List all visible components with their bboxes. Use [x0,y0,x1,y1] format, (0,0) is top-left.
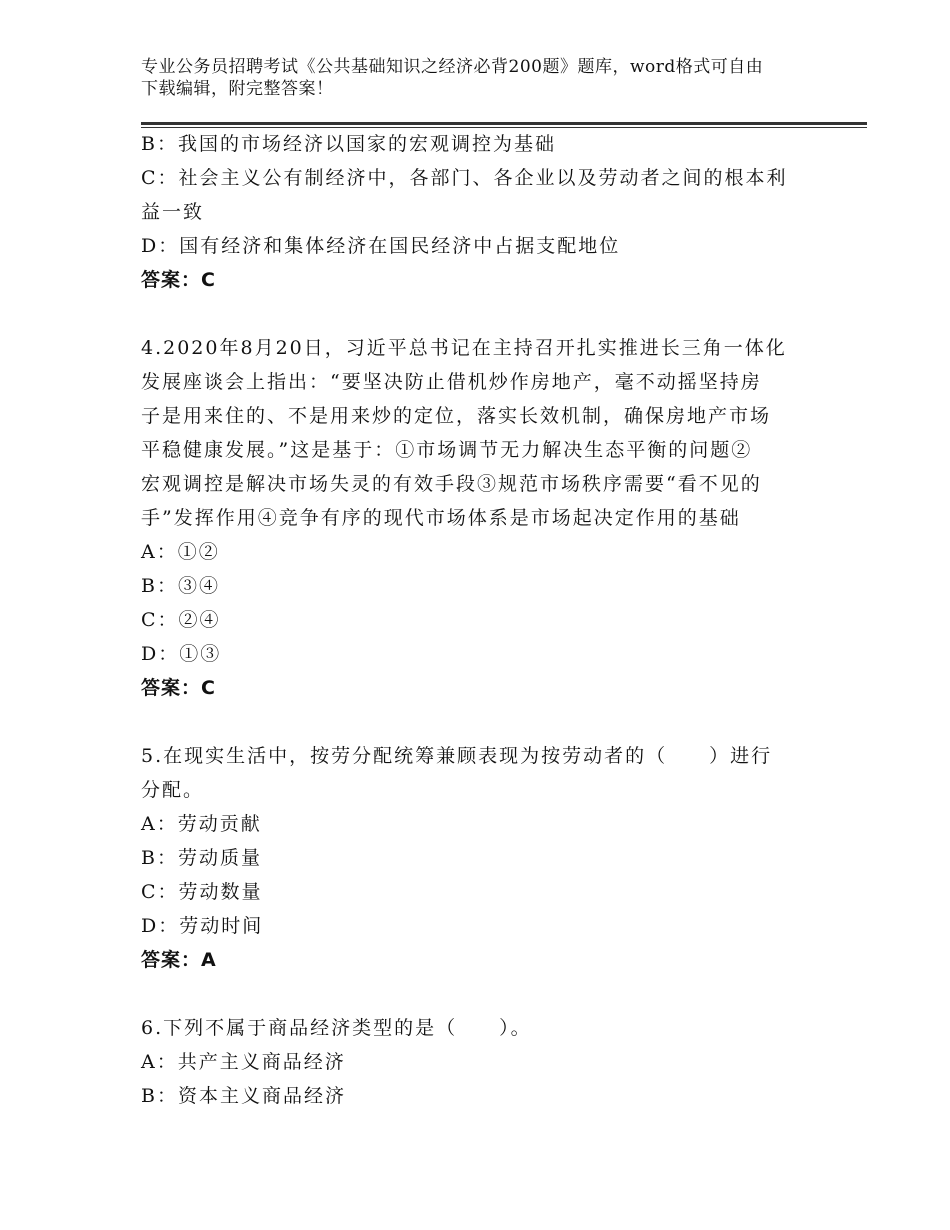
q4-stem-line-1: 4.2020年8月20日，习近平总书记在主持召开扎实推进长三角一体化 [141,337,787,359]
header-line-2: 下载编辑，附完整答案！ [141,79,334,99]
q5-option-d: D：劳动时间 [141,915,264,937]
q4-option-a: A：①② [141,541,220,563]
q5-option-a: A：劳动贡献 [141,813,262,835]
q4-stem-line-4: 平稳健康发展。”这是基于：①市场调节无力解决生态平衡的问题② [141,439,753,461]
question-content [141,127,821,1113]
q4-option-c: C：②④ [141,609,221,631]
q6-stem: 6.下列不属于商品经济类型的是（ ）。 [141,1017,532,1039]
q3-option-c-line-1: C：社会主义公有制经济中，各部门、各企业以及劳动者之间的根本利 [141,167,788,189]
q4-answer: 答案：C [141,677,216,699]
q3-option-d: D：国有经济和集体经济在国民经济中占据支配地位 [141,235,621,257]
q6-option-b: B：资本主义商品经济 [141,1085,346,1107]
q5-answer: 答案：A [141,949,217,971]
question-6-block [141,1011,821,1113]
q3-option-c-line-2: 益一致 [141,201,205,223]
q5-stem-line-2: 分配。 [141,779,205,801]
q4-stem-line-6: 手”发挥作用④竞争有序的现代市场体系是市场起决定作用的基础 [141,507,741,529]
q3-option-b: B：我国的市场经济以国家的宏观调控为基础 [141,133,556,155]
question-4-block [141,331,821,705]
spacer [141,297,821,331]
q4-stem-line-3: 子是用来住的、不是用来炒的定位，落实长效机制，确保房地产市场 [141,405,772,427]
q4-stem-line-2: 发展座谈会上指出：“要坚决防止借机炒作房地产，毫不动摇坚持房 [141,371,762,393]
q5-option-b: B：劳动质量 [141,847,262,869]
q3-answer: 答案：C [141,269,216,291]
q5-option-c: C：劳动数量 [141,881,263,903]
document-header [141,56,821,100]
question-3-block [141,127,821,297]
header-line-1: 专业公务员招聘考试《公共基础知识之经济必背200题》题库，word格式可自由 [141,57,764,77]
question-5-block [141,739,821,977]
spacer [141,705,821,739]
spacer [141,977,821,1011]
header-divider-thick [141,122,867,125]
q6-option-a: A：共产主义商品经济 [141,1051,346,1073]
q5-stem-line-1: 5.在现实生活中，按劳分配统筹兼顾表现为按劳动者的（ ）进行 [141,745,773,767]
q4-option-d: D：①③ [141,643,222,665]
q4-option-b: B：③④ [141,575,220,597]
q4-stem-line-5: 宏观调控是解决市场失灵的有效手段③规范市场秩序需要“看不见的 [141,473,762,495]
